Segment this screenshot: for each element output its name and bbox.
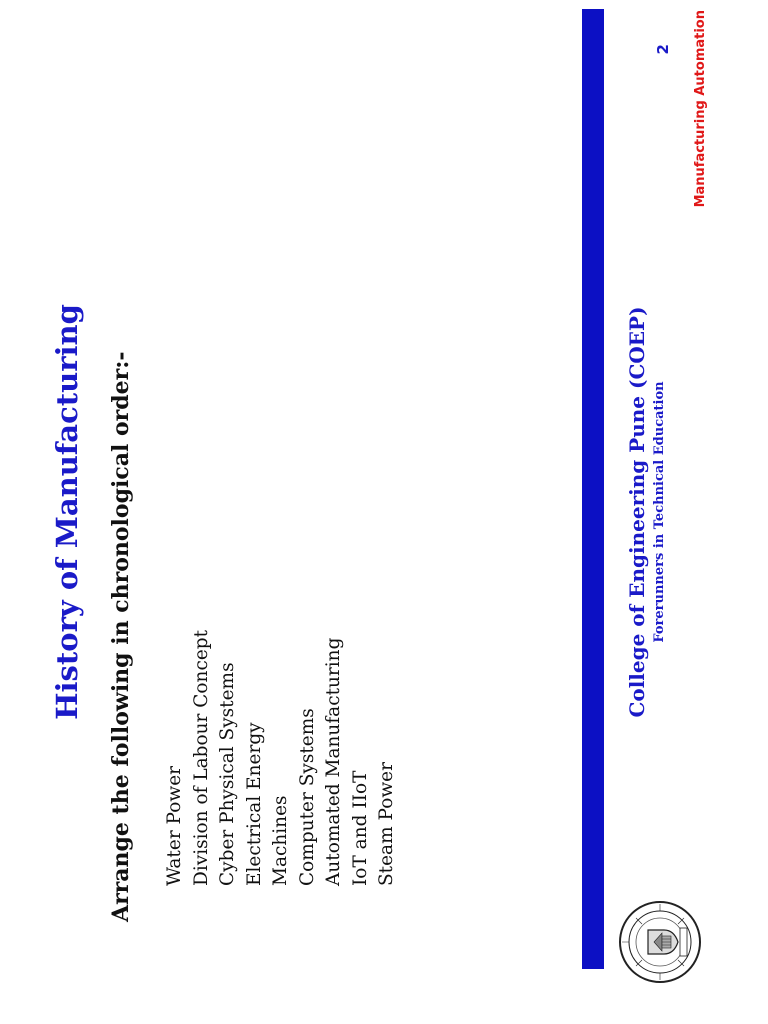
course-name: Manufacturing Automation	[693, 10, 708, 208]
list-item: Electrical Energy	[243, 722, 265, 886]
list-item: Computer Systems	[296, 708, 318, 886]
slide-title: History of Manufacturing	[50, 304, 84, 720]
college-name: College of Engineering Pune (COEP)	[625, 306, 649, 718]
item-list	[162, 630, 401, 886]
footer-bar	[582, 9, 604, 969]
question-text: Arrange the following in chronological order:-	[108, 351, 134, 922]
page-number: 2	[654, 44, 672, 55]
list-item: Automated Manufacturing	[323, 637, 344, 886]
list-item: IoT and IIoT	[349, 770, 371, 886]
list-item: Machines	[270, 795, 291, 886]
list-item: Steam Power	[376, 762, 397, 886]
list-item: Water Power	[164, 765, 185, 886]
list-item: Cyber Physical Systems	[217, 662, 238, 886]
list-item: Division of Labour Concept	[190, 629, 212, 886]
college-tagline: Forerunners in Technical Education	[652, 381, 667, 643]
